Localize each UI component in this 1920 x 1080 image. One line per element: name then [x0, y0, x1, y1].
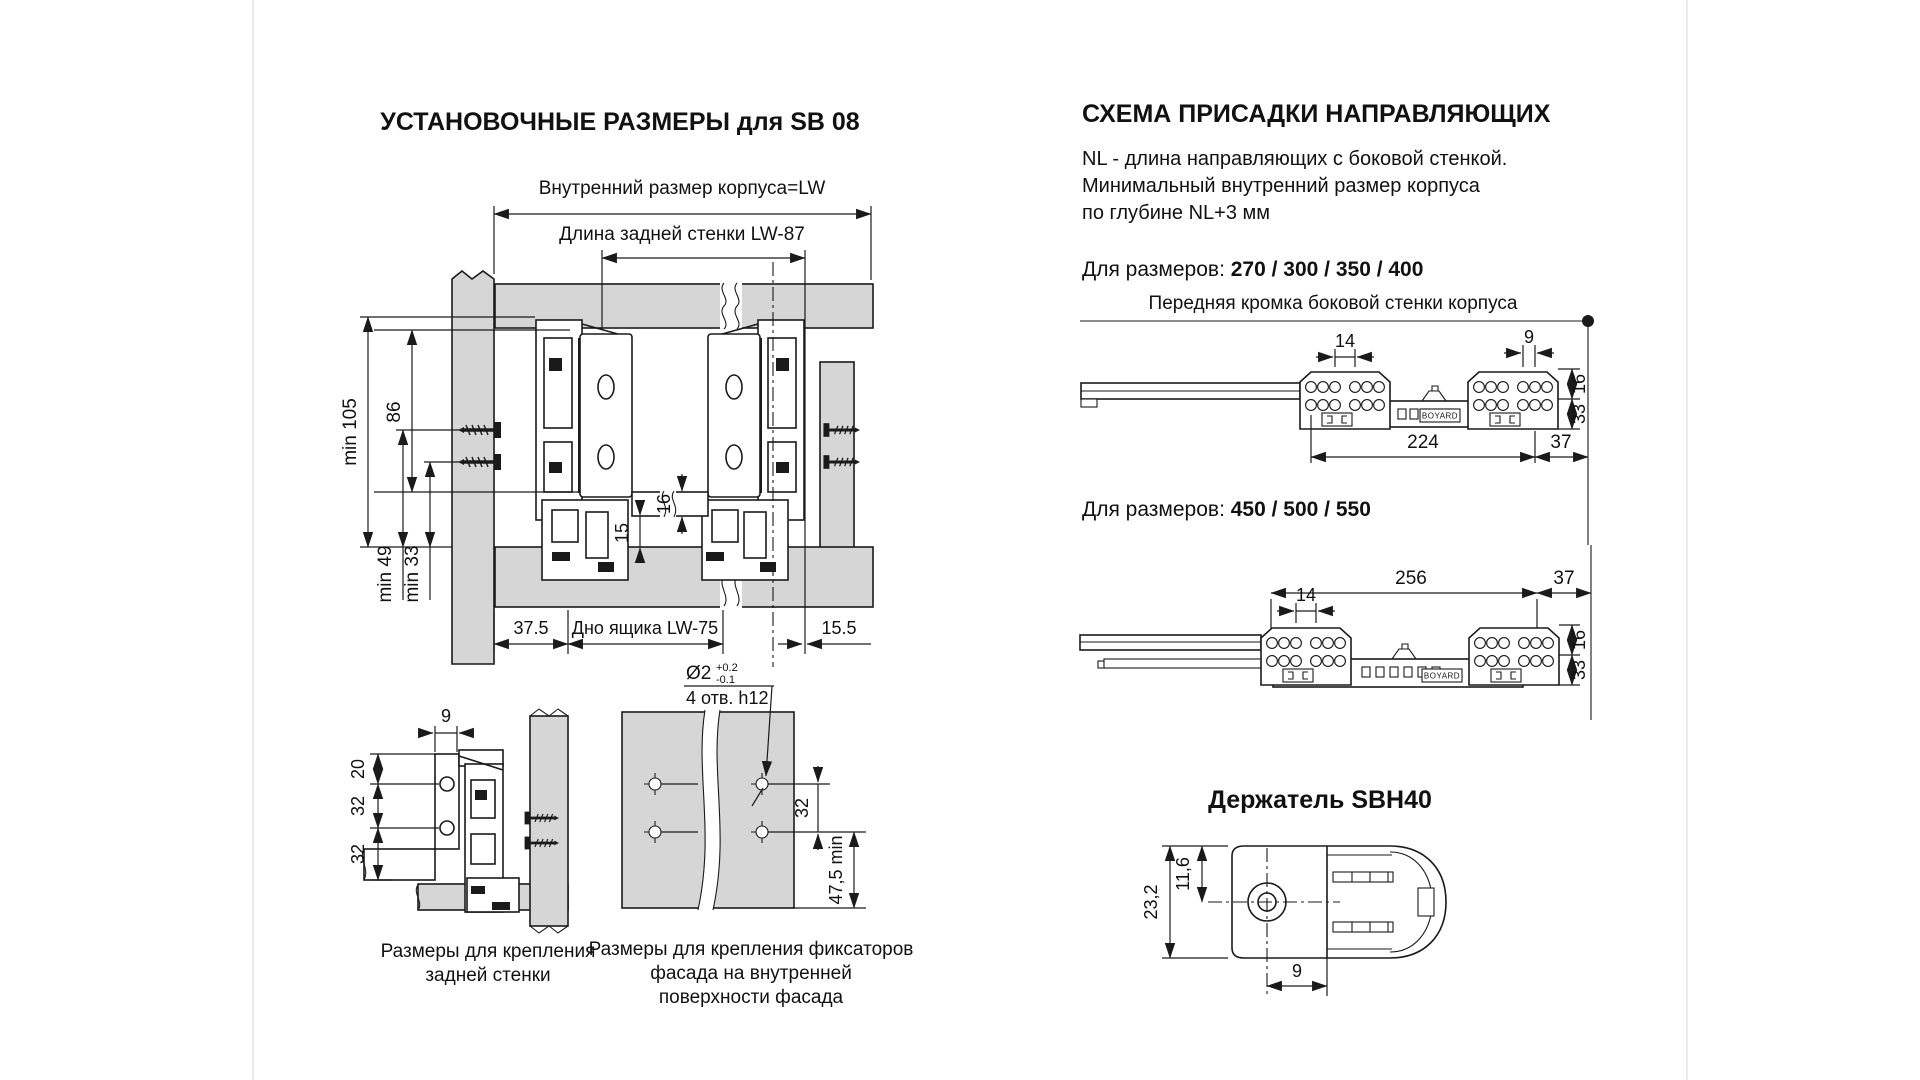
page-edge-left: [252, 0, 254, 1080]
dim-label-32: 32: [792, 797, 812, 819]
dim-label-14: 14: [1334, 331, 1356, 351]
slide1-left-mount-block: [1300, 372, 1390, 429]
dim-label-tolerance-plus: +0.2: [716, 662, 738, 674]
dim-label-15-5: 15.5: [821, 618, 857, 638]
holder-drawing: [1140, 830, 1500, 1015]
dim-label-9b: 9: [1291, 961, 1303, 981]
nl-note-line1: NL - длина направляющих с боковой стенкой.: [1082, 148, 1508, 170]
left-section-title: УСТАНОВОЧНЫЕ РАЗМЕРЫ для SB 08: [380, 108, 860, 136]
nl-note-line2: Минимальный внутренний размер корпуса: [1082, 175, 1480, 197]
facade-caption: [566, 938, 936, 1010]
facade-caption-line1: Размеры для крепления фиксаторов: [588, 939, 914, 960]
sizes-row-2: [1082, 498, 1371, 522]
dim-label-holes: 4 отв. h12: [686, 688, 769, 708]
right-drawer-profile: [702, 320, 804, 580]
brand-label-2: BOYARD: [1423, 671, 1461, 681]
brand-label: BOYARD: [1421, 411, 1459, 421]
facade-caption-line2: фасада на внутренней: [650, 963, 852, 984]
dim-label-15: 15: [612, 522, 632, 544]
dim-label-256: 256: [1395, 568, 1427, 589]
dim-label-back-wall: Длина задней стенки LW-87: [559, 224, 805, 245]
sizes1-label: Для размеров:: [1082, 258, 1225, 281]
dim-label-23-2: 23,2: [1141, 884, 1161, 920]
dim-label-drawer-bottom: Дно ящика LW-75: [571, 618, 719, 638]
rear-wall-caption-line2: задней стенки: [425, 965, 551, 986]
dim-label-86: 86: [384, 401, 405, 423]
holder-body: [1208, 846, 1446, 996]
page-edge-right: [1686, 0, 1688, 1080]
dim-label-inner-width: Внутренний размер корпуса=LW: [538, 178, 826, 199]
dim-label-min105: min 105: [340, 398, 361, 466]
rear-wall-caption-line1: Размеры для крепления: [380, 941, 596, 962]
dim-label-37-5: 37.5: [513, 618, 549, 638]
slide1-right-mount-block: [1468, 372, 1558, 429]
front-edge-label: Передняя кромка боковой стенки корпуса: [1148, 293, 1518, 314]
main-cross-section-drawing: [330, 162, 910, 682]
dim-label-16b: 16: [1569, 629, 1589, 651]
facade-fixing-drawing: [592, 652, 932, 952]
dim-label-32a: 32: [348, 795, 368, 817]
right-section-title: СХЕМА ПРИСАДКИ НАПРАВЛЯЮЩИХ: [1082, 100, 1551, 128]
dim-label-11-6: 11,6: [1173, 857, 1193, 891]
dim-label-33b: 33: [1569, 659, 1589, 681]
nl-note: [1082, 146, 1507, 227]
sizes1-values: 270 / 300 / 350 / 400: [1230, 258, 1424, 281]
holder-title: Держатель SBH40: [1208, 786, 1432, 814]
dim-label-16: 16: [1569, 373, 1589, 395]
dim-label-diameter: Ø2: [686, 663, 712, 684]
sizes2-label: Для размеров:: [1082, 498, 1225, 521]
sizes2-values: 450 / 500 / 550: [1230, 498, 1371, 521]
dim-label-16: 16: [654, 493, 674, 515]
dim-label-32b: 32: [348, 843, 368, 865]
dim-label-min49: min 49: [375, 545, 396, 603]
dim-label-14b: 14: [1295, 585, 1317, 605]
dim-label-224: 224: [1407, 432, 1439, 453]
dim-label-9: 9: [1523, 327, 1535, 347]
dim-label-20: 20: [348, 758, 368, 780]
sizes-row-1: [1082, 258, 1423, 282]
dim-label-9: 9: [440, 706, 452, 726]
slide-drawing-450-550: [1078, 545, 1653, 720]
dim-label-min33: min 33: [402, 545, 423, 603]
dim-label-47-5-min: 47,5 min: [826, 835, 846, 905]
slide2-right-mount-block: [1469, 628, 1559, 685]
dim-label-tolerance-minus: -0.1: [716, 674, 735, 686]
dim-label-37: 37: [1550, 432, 1572, 453]
dim-label-33: 33: [1569, 403, 1589, 425]
rear-wall-structure: [362, 709, 568, 933]
facade-caption-line3: поверхности фасада: [658, 987, 844, 1008]
nl-note-line3: по глубине NL+3 мм: [1082, 202, 1271, 224]
dim-label-37b: 37: [1553, 568, 1575, 589]
slide2-left-mount-block: [1261, 628, 1351, 685]
